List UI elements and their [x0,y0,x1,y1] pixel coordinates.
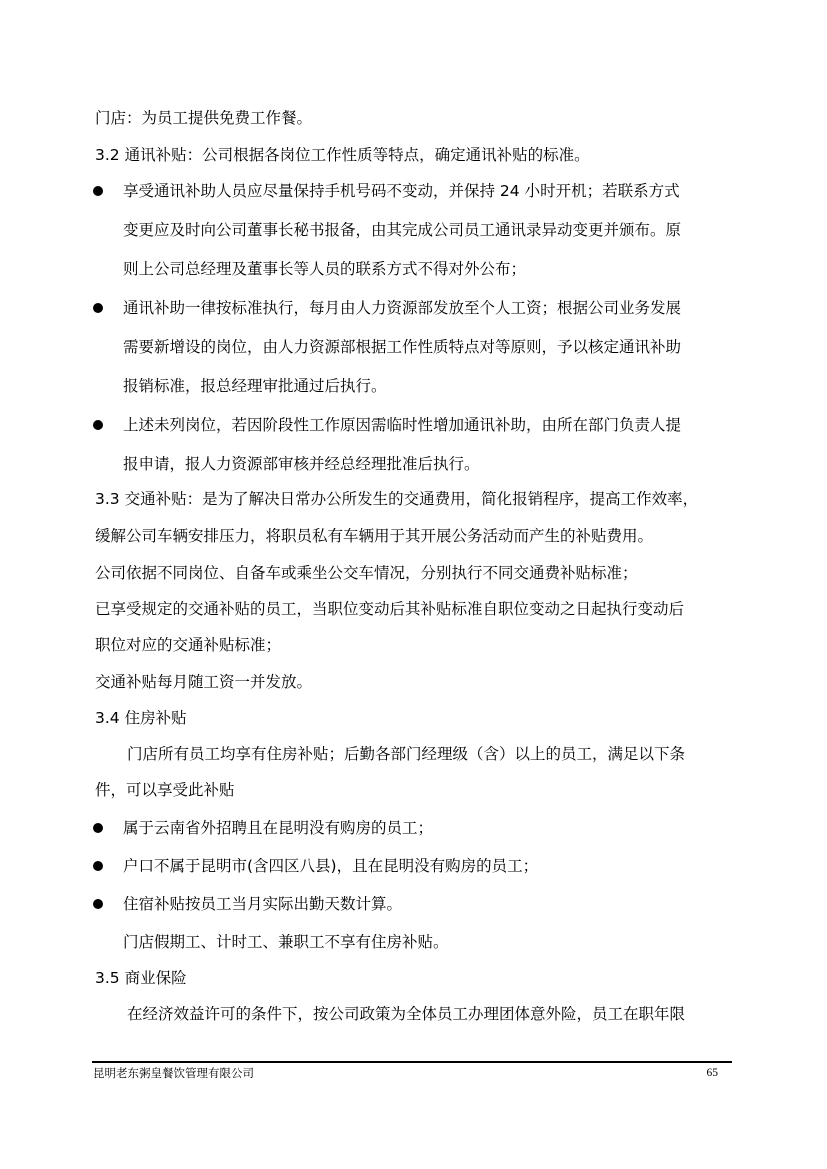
page-number: 65 [706,1067,718,1079]
paragraph-line: 在经济效益许可的条件下，按公司政策为全体员工办理团体意外险，员工在职年限 [127,1005,686,1023]
bullet-item-line: 报申请，报人力资源部审核并经总经理批准后执行。 [123,455,480,473]
bullet-item-line: 需要新增设的岗位，由人力资源部根据工作性质特点对等原则，予以核定通讯补助 [123,338,682,356]
bullet-item-line: 享受通讯补助人员应尽量保持手机号码不变动，并保持 24 小时开机；若联系方式 [123,182,680,200]
section-3-2-heading: 3.2 通讯补贴：公司根据各岗位工作性质等特点，确定通讯补贴的标准。 [95,146,590,164]
bullet-icon [93,303,103,313]
paragraph-line: 门店所有员工均享有住房补贴；后勤各部门经理级（含）以上的员工，满足以下条 [127,745,686,763]
bullet-icon [93,899,103,909]
bullet-item-line: 则上公司总经理及董事长等人员的联系方式不得对外公布； [123,260,527,278]
paragraph-line: 交通补贴每月随工资一并发放。 [95,673,313,691]
paragraph-line: 门店：为员工提供免费工作餐。 [95,109,313,127]
bullet-item-line: 报销标准，报总经理审批通过后执行。 [123,377,387,395]
footer-divider [92,1061,732,1063]
bullet-icon [93,186,103,196]
paragraph-line: 已享受规定的交通补贴的员工，当职位变动后其补贴标准自职位变动之日起执行变动后 [95,600,685,618]
bullet-icon [93,861,103,871]
paragraph-line: 门店假期工、计时工、兼职工不享有住房补贴。 [123,933,449,951]
section-3-5-heading: 3.5 商业保险 [95,969,187,987]
section-3-3-heading: 3.3 交通补贴：是为了解决日常办公所发生的交通费用，简化报销程序，提高工作效率， [95,490,699,508]
paragraph-line: 件，可以享受此补贴 [95,781,235,799]
bullet-icon [93,420,103,430]
bullet-item-line: 住宿补贴按员工当月实际出勤天数计算。 [123,895,403,913]
paragraph-line: 缓解公司车辆安排压力，将职员私有车辆用于其开展公务活动而产生的补贴费用。 [95,527,654,545]
bullet-item-line: 变更应及时向公司董事长秘书报备，由其完成公司员工通讯录异动变更并颁布。原 [123,221,682,239]
bullet-item-line: 属于云南省外招聘且在昆明没有购房的员工； [123,819,434,837]
paragraph-line: 职位对应的交通补贴标准； [95,636,282,654]
bullet-item-line: 上述未列岗位，若因阶段性工作原因需临时性增加通讯补助，由所在部门负责人提 [123,416,682,434]
footer-company-name: 昆明老东粥皇餐饮管理有限公司 [93,1066,254,1080]
bullet-item-line: 通讯补助一律按标准执行，每月由人力资源部发放至个人工资；根据公司业务发展 [123,299,682,317]
bullet-icon [93,823,103,833]
paragraph-line: 公司依据不同岗位、自备车或乘坐公交车情况，分别执行不同交通费补贴标准； [95,564,638,582]
bullet-item-line: 户口不属于昆明市(含四区八县)，且在昆明没有购房的员工； [123,857,539,875]
section-3-4-heading: 3.4 住房补贴 [95,709,187,727]
